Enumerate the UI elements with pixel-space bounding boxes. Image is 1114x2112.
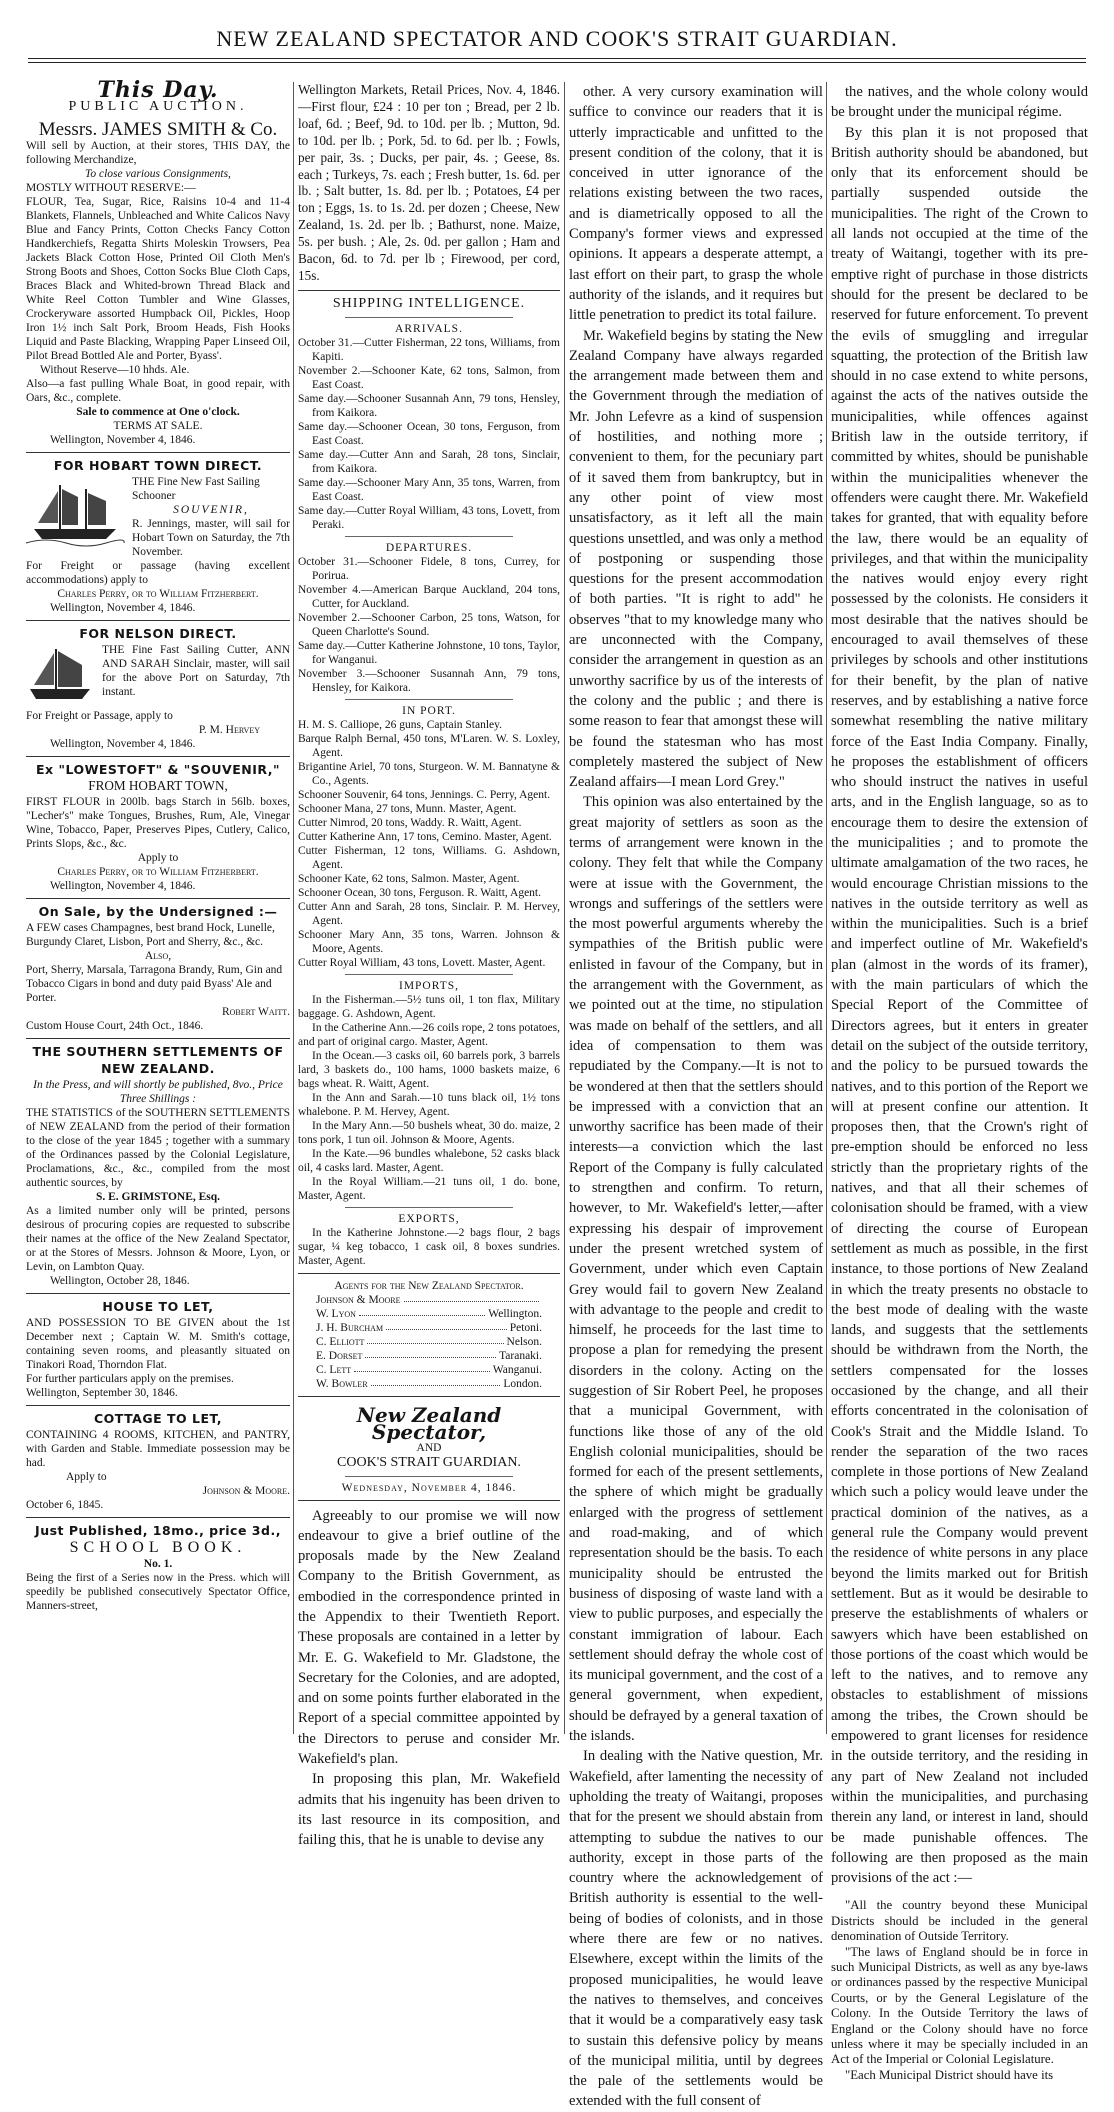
column-article-continued [831, 82, 1088, 2082]
agent-row [316, 1335, 542, 1349]
hobart-agent: Charles Perry, or to William Fitzherbert. [57, 587, 259, 600]
auctioneer-name: Messrs. JAMES SMITH & Co. [38, 118, 278, 140]
column-divider [564, 82, 565, 1734]
auction-consignments: To close various Consignments, [85, 167, 231, 180]
article-paragraph: Mr. Wakefield begins by stating the New Zealand Company have always regarded the arrangement made between them and the Government through the mediation of Mr. John Lefevre as a kind of suspension of hostilities, and nothing more ; convenient to them, for the pecuniary part of it saved them from bankruptcy, but in any other point of view most unsatisfactory, as it left all the main questions unsettled, and was only a method of postponing or suspending those questions for the present accommodation of both parties. "It is right to add" he observes "that to my knowledge many who are unconnected with the Company, consider the arrangement in question as an unworthy sacrifice by us of the interests of the colony and the public ; and there is some reason to fear that amongst these will be found the statesman who has most completely mastered the subject of New Zealand affairs—I mean Lord Grey." [569, 327, 823, 791]
onsale-address: Custom House Court, 24th Oct., 1846. [26, 1020, 204, 1033]
ship-icon [26, 477, 124, 549]
agent-row [316, 1293, 542, 1307]
onsale-body: A FEW cases Champagnes, best brand Hock, Lunelle, Burgundy Claret, Lisbon, Port and Sherry, &c., &c. [26, 922, 275, 949]
hobart-heading: FOR HOBART TOWN DIRECT. [53, 457, 263, 473]
dateline: Wellington, November 4, 1846. [50, 601, 196, 614]
hobart-ship-name: SOUVENIR, [173, 503, 249, 516]
agent-place: Wanganui. [492, 1363, 542, 1376]
import-entry: In the Fisherman.—5½ tuns oil, 1 ton flax, Military baggage. G. Ashdown, Agent. [298, 993, 560, 1020]
agent-row [316, 1363, 542, 1377]
nelson-body: THE Fine Fast Sailing Cutter, ANN AND SARAH Sinclair, master, will sail for the above Port on Saturday, 7th instant. [102, 643, 290, 698]
auction-without-reserve: Without Reserve—10 hhds. Ale. [40, 363, 190, 376]
export-entry: In the Katherine Johnstone.—2 bags flour, 2 bags sugar, ¼ keg tobacco, 1 cask oil, 8 boxes sundries. Master, Agent. [298, 1226, 560, 1267]
masthead-rule [28, 58, 1086, 59]
departure-entry: Same day.—Cutter Katherine Johnstone, 10 tons, Taylor, for Wanganui. [298, 639, 560, 666]
onsale-also: Also, [144, 950, 172, 963]
nelson-agent: P. M. Hervey [198, 723, 260, 736]
import-entry: In the Ocean.—3 casks oil, 60 barrels pork, 3 barrels lard, 3 baskets do., 100 hams, 1000 baskets maize, 6 bags wheat. R. Waitt, Agent. [298, 1049, 560, 1090]
southern-body-2: As a limited number only will be printed, persons desirous of procuring copies are requested to subscribe their names at the office of the New Zealand Spectator, or at the Stores of Messrs. Johnson & Moore, Lyon, or Levin, on Lambton Quay. [26, 1205, 290, 1274]
paper-date: Wednesday, November 4, 1846. [341, 1481, 517, 1494]
article-paragraph: the natives, and the whole colony would be brought under the municipal régime. [831, 84, 1088, 121]
article-paragraph: By this plan it is not proposed that British authority should be abandoned, but only that its enforcement should be partially suspended outside the municipalities. The right of the Crown to all lands not occupied at the time of the treaty of Waitangi, together with its pre-emptive right of purchase in those districts should for the present be declared to be reserved for future enforcement. To prevent the evils of smuggling and irregular squatting, the protection of the British law should in no case extend to white persons, against the acts of the natives outside the municipalities, while offences against British law in the outside territory, if committed by whites, should be punishable within the municipalities whenever the offenders were caught there. Mr. Wakefield takes for granted, that with equality before the law, there would be an equality of privileges, and that within the municipality the natives would enjoy every right possessed by the colonists. He considers it most desirable that the natives should be encouraged to avail themselves of these privileges by schools and other institutions for their benefit, by the plan of native reserves, and by establishing a native force somewhat resembling the native military force of the East India Company. Finally, he proposes the establishment of officers who should instruct the natives in useful arts, and in the English language, so as to encourage them to desire the extension of the municipalities ; and to promote the ultimate amalgamation of the two races, he would encourage Christian missions to the natives in the outside territory as well as within the municipalities. Such is a brief and imperfect outline of Mr. Wakefield's plan (almost in the words of its framer), with the main particulars of which the Special Report of the Committee of Directors agrees, but it enters in greater detail on the subject of the outside territory, and the policy to be pursued towards the natives, and to this portion of the Report we will at present confine our attention. It proposes then, that the Crown's right of pre-emption should be enforced no less strictly than the proprietary rights of the natives, and that all their schemes of colonisation should be framed, with a view of directing the course of European settlement as much as possible, in the first instance, to those portions of New Zealand in which the treaty presents no obstacle to the best mode of dealing with the waste lands, and suggests that the settlements should be withdrawn from the North, the settlers compensated for the losses occasioned by the change, and all their efforts concentrated in the colonisation of Cook's Strait and the Middle Island. To render the separation of the two races complete in those portions of New Zealand which such a policy would leave under the practical dominion of the natives, as a general rule the Company would prevent the residence of white persons in any place beyond the limits marked out for British settlement. But as it would be desirable to preserve the establishments of whalers or sawyers which have been established on those portions of the coast which would be left to the natives, and to remove any obstacles to establishment of missions among the tribes, the Crown should be empowered to grant licenses for residence in the outside territory, and the residing in any part of New Zealand not included within the municipalities, and purchasing therein any land, or interest in land, should be made punishable offences. The following are then proposed as the main provisions of the act :— [831, 124, 1088, 1887]
lowestoft-apply: Apply to [137, 852, 179, 865]
inport-entry: Cutter Fisherman, 12 tons, Williams. G. Ashdown, Agent. [298, 844, 560, 871]
auction-intro: Will sell by Auction, at their stores, THIS DAY, the following Merchandize, [26, 139, 290, 166]
auction-whale-boat: Also—a fast pulling Whale Boat, in good repair, with Oars, &c., complete. [26, 377, 290, 404]
inport-entry: Barque Ralph Bernal, 450 tons, M'Laren. W. S. Loxley, Agent. [298, 732, 560, 759]
act-provisions-quote [831, 1898, 1088, 2083]
import-entry: In the Catherine Ann.—26 coils rope, 2 tons potatoes, and part of original cargo. Master, Agent. [298, 1021, 560, 1048]
house-body: AND POSSESSION TO BE GIVEN about the 1st December next ; Captain W. M. Smith's cottage, containing seven rooms, and pleasantly situated on Tinakori Road, Thorndon Flat. [26, 1316, 290, 1371]
onsale-signature: Robert Waitt. [221, 1006, 290, 1019]
this-day-heading: This Day. [97, 77, 219, 103]
dateline: Wellington, November 4, 1846. [50, 433, 196, 446]
agent-name: E. Dorset [316, 1349, 363, 1362]
article-paragraph: This opinion was also entertained by the great majority of settlers as soon as the terms of arrangement were known in the colony. They felt that while the Company were at issue with the Government, the wrongs and sufferings of the settlers were the most powerful arguments whereby the sympathies of the British public were enlisted in favour of the Company, but in the arrangement with the Government, as we pointed out at the time, no stipulation was made on behalf of the settlers, and all idea of compensation to them was repudiated by the Company.—It is not to be wondered at then that the settlers should be impressed with a conviction that an unworthy sacrifice has been made of their interests—a conviction which the last Report of the Company is fully calculated to strengthen and confirm. To return, however, to Mr. Wakefield's letter,—after expressing his despair of improvement under the present wretched system of Government, under which even Captain Grey would fail to govern New Zealand with advantage to the people and credit to himself, he proceeds for the last time to propose a plan for remedying the present disorders in the colony. Acting on the suggestion of Sir Robert Peel, he proposes that a municipal Government, with functions like those of any of the old English colonial municipalities, should be formed for each of the present settlements, the sphere of which might be gradually enlarged with the progress of settlement and road-making, and of which representation should be the basis. To each municipality should be entrusted the business of disposing of waste land with a view to public purposes, and especially the constant immigration of labour. Each settlement should defray the whole cost of its municipal government, and the cost of a general government, when expedient, should be defrayed by a general taxation of the islands. [569, 794, 823, 1745]
lowestoft-body: FIRST FLOUR in 200lb. bags Starch in 56lb. boxes, "Lecher's" make Tongues, Brushes, Rum, Ale, Vinegar Wine, Tobacco, Paper, Preserves Pipes, Cutlery, Calico, Prints Slops, &c., &c. [26, 796, 290, 851]
hobart-freight: For Freight or passage (having excellent accommodations) apply to [26, 559, 290, 586]
southern-heading: THE SOUTHERN SETTLEMENTS OF NEW ZEALAND. [32, 1044, 284, 1077]
leader-paragraph: Agreeably to our promise we will now endeavour to give a brief outline of the proposals made by the New Zealand Company to the British Government, as embodied in the correspondence printed in the Appendix to their Twentieth Report. These proposals are contained in a letter by Mr. E. G. Wakefield to Mr. Gladstone, the Secretary for the Colonies, and are adopted, and on some points further elaborated in the Report of a special committee appointed by the Directors to peruse and consider Mr. Wakefield's plan. [298, 1507, 560, 1768]
leader-dots [354, 1363, 490, 1372]
nelson-heading: FOR NELSON DIRECT. [79, 625, 237, 641]
school-heading: Just Published, 18mo., price 3d., [35, 1522, 281, 1538]
leader-dots [386, 1321, 507, 1330]
import-entry: In the Royal William.—21 tuns oil, 1 do. bone, Master, Agent. [298, 1175, 560, 1202]
agent-place: Petoni. [509, 1321, 542, 1334]
departure-entry: October 31.—Schooner Fidele, 8 tons, Currey, for Porirua. [298, 555, 560, 582]
southern-press: In the Press, and will shortly be published, 8vo., Price Three Shillings : [33, 1079, 283, 1106]
exports-list [298, 1226, 560, 1268]
masthead-title: NEW ZEALAND SPECTATOR AND COOK'S STRAIT GUARDIAN. [216, 26, 898, 51]
imports-list [298, 993, 560, 1203]
import-entry: In the Kate.—96 bundles whalebone, 52 casks black oil, 4 casks lard. Master, Agent. [298, 1147, 560, 1174]
inport-entry: Schooner Mana, 27 tons, Munn. Master, Agent. [298, 802, 517, 815]
arrivals-heading: ARRIVALS. [395, 322, 463, 335]
article-paragraph: other. A very cursory examination will suffice to convince our readers that it is utterly impracticable and unfitted to the present condition of the colony, that it is conceived in utter ignorance of the relations existing between the two races, and is diametrically opposed to all the Company's former views and expressed opinions. It appears a desperate attempt, a last effort on their part, to grasp the whole authority of the islands, and it requires but little penetration to predict its total failure. [569, 84, 823, 324]
inport-heading: IN PORT. [402, 704, 456, 717]
auction-reserve: MOSTLY WITHOUT RESERVE:— [26, 181, 196, 194]
agent-place: Taranaki. [499, 1349, 542, 1362]
inport-entry: Cutter Nimrod, 20 tons, Waddy. R. Waitt, Agent. [298, 816, 522, 829]
agent-row [316, 1349, 542, 1363]
hobart-body-2: R. Jennings, master, will sail for Hobart Town on Saturday, the 7th November. [132, 517, 290, 558]
paper-and: AND [416, 1441, 442, 1454]
agent-place: London. [503, 1377, 542, 1390]
agent-place: Nelson. [506, 1335, 542, 1348]
auction-sale-time: Sale to commence at One o'clock. [76, 405, 240, 418]
agents-list [298, 1293, 560, 1391]
exports-heading: EXPORTS, [398, 1212, 460, 1225]
inport-entry: Cutter Royal William, 43 tons, Lovett. Master, Agent. [298, 956, 546, 969]
departure-entry: November 4.—American Barque Auckland, 204 tons, Cutter, for Auckland. [298, 583, 560, 610]
departures-list [298, 555, 560, 695]
quote-paragraph: "Each Municipal District should have its [845, 2067, 1054, 2082]
arrival-entry: November 2.—Schooner Kate, 62 tons, Salmon, from East Coast. [298, 364, 560, 391]
agent-row [316, 1321, 542, 1335]
dateline: Wellington, October 28, 1846. [50, 1275, 190, 1288]
departures-heading: DEPARTURES. [385, 541, 473, 554]
nelson-freight: For Freight or Passage, apply to [26, 709, 173, 722]
agent-row [316, 1307, 542, 1321]
inport-entry: Schooner Ocean, 30 tons, Ferguson. R. Waitt, Agent. [298, 886, 541, 899]
house-heading: HOUSE TO LET, [102, 1299, 214, 1315]
public-auction-heading: PUBLIC AUCTION. [68, 98, 248, 114]
dateline: Wellington, November 4, 1846. [50, 737, 196, 750]
departure-entry: November 3.—Schooner Susannah Ann, 79 tons, Hensley, for Kaikora. [298, 667, 560, 694]
agent-name: J. H. Burcham [316, 1321, 384, 1334]
agent-row [316, 1377, 542, 1391]
paper-guardian: COOK'S STRAIT GUARDIAN. [337, 1454, 521, 1470]
imports-heading: IMPORTS, [398, 979, 460, 992]
column-advertisements [26, 77, 290, 1734]
inport-entry: Cutter Katherine Ann, 17 tons, Cemino. Master, Agent. [298, 830, 552, 843]
cottage-apply: Apply to [66, 1470, 107, 1483]
house-more: For further particulars apply on the premises. [26, 1372, 234, 1385]
onsale-heading: On Sale, by the Undersigned :— [38, 904, 278, 920]
column-markets-shipping [298, 82, 560, 1849]
arrival-entry: Same day.—Schooner Ocean, 30 tons, Ferguson, from East Coast. [298, 420, 560, 447]
leader-dots [404, 1293, 539, 1302]
leader-dots [371, 1377, 501, 1386]
arrival-entry: Same day.—Schooner Mary Ann, 35 tons, Warren, from East Coast. [298, 476, 560, 503]
arrival-entry: Same day.—Schooner Susannah Ann, 79 tons, Hensley, from Kaikora. [298, 392, 560, 419]
wellington-markets: Wellington Markets, Retail Prices, Nov. 4, 1846.—First flour, £24 : 10 per ton ; Bread, per 2 lb. loaf, 6d. ; Beef, 9d. to 10d. per lb. ; Mutton, 9d. to 10d. per lb. ; Pork, 5d. to 6d. per lb. ; Fowls, per pair, 3s. ; Ducks, per pair, 4s. ; Geese, 8s. each ; Turkeys, 7s. each ; Fresh butter, 1s. 6d. per lb. ; Salt butter, 1s. 8d. per lb. ; Potatoes, £4 per ton ; Eggs, 1s. to 1s. 2d. per dozen ; Cheese, New Zealand, 1s. 2d. per lb. ; Bathurst, none. Maize, 5s. per bush. ; Ale, 2s. 0d. per gallon ; Ham and Bacon, 6d. to 7d. per lb ; Firewood, per cord, 15s. [298, 82, 560, 283]
cottage-agent: Johnson & Moore. [202, 1484, 290, 1497]
shipping-heading: SHIPPING INTELLIGENCE. [332, 295, 526, 311]
leader-dots [367, 1335, 503, 1344]
arrival-entry: Same day.—Cutter Ann and Sarah, 28 tons, Sinclair, from Kaikora. [298, 448, 560, 475]
inport-entry: Schooner Kate, 62 tons, Salmon. Master, Agent. [298, 872, 520, 885]
school-title: SCHOOL BOOK. [69, 1538, 247, 1556]
column-divider [293, 82, 294, 1734]
agent-name: C. Elliott [316, 1335, 365, 1348]
inport-entry: Cutter Ann and Sarah, 28 tons, Sinclair. P. M. Hervey, Agent. [298, 900, 560, 927]
column-article [569, 82, 823, 2110]
lowestoft-heading: Ex "LOWESTOFT" & "SOUVENIR," [35, 761, 280, 777]
leader-article [298, 1506, 560, 1851]
onsale-body-2: Port, Sherry, Marsala, Tarragona Brandy, Rum, Gin and Tobacco Cigars in bond and duty paid Byass' Ale and Porter. [26, 964, 283, 1005]
southern-body: THE STATISTICS of the SOUTHERN SETTLEMENTS of NEW ZEALAND from the period of their formation to the close of the year 1845 ; together with a summary of the Ordinances passed by the Colonial Legislature, Proclamations, &c., &c., compiled from the most authentic sources, by [26, 1107, 290, 1190]
column-divider [826, 82, 827, 1734]
ship-icon [26, 645, 94, 707]
cottage-heading: COTTAGE TO LET, [94, 1410, 222, 1426]
inport-entry: Brigantine Ariel, 70 tons, Sturgeon. W. M. Bannatyne & Co., Agents. [298, 760, 560, 787]
dateline: Wellington, November 4, 1846. [50, 880, 196, 893]
arrival-entry: October 31.—Cutter Fisherman, 22 tons, Williams, from Kapiti. [298, 336, 560, 363]
agents-heading: Agents for the New Zealand Spectator. [334, 1279, 524, 1292]
agent-name: W. Bowler [316, 1377, 368, 1390]
quote-paragraph: "The laws of England should be in force in such Municipal Districts, as well as any bye-laws or ordinances passed by the respective Municipal Courts, or by the General Legislature of the Colony. In the Outside Territory the laws of England or the Colony should have no force unless where it may be specially included in an Act of the Imperial or Colonial Legislature. [831, 1944, 1088, 2067]
lowestoft-agent: Charles Perry, or to William Fitzherbert. [57, 866, 259, 879]
lowestoft-from: FROM HOBART TOWN, [88, 778, 228, 794]
arrival-entry: Same day.—Cutter Royal William, 43 tons, Lovett, from Peraki. [298, 504, 560, 531]
agent-place: Wellington. [488, 1307, 542, 1320]
leader-paragraph: In proposing this plan, Mr. Wakefield admits that his ingenuity has been driven to its last resource in its composition, and failing this, that he is unable to devise any [298, 1771, 560, 1849]
article-paragraph: In dealing with the Native question, Mr. Wakefield, after lamenting the necessity of upholding the treaty of Waitangi, proposes that for the present we should abstain from attempting to subdue the natives to our authority, except in those parts of the country where the acknowledgement of British authority is essential to the well-being of bodies of colonists, and in those where there are few or no natives. Elsewhere, except within the limits of the proposed municipalities, he would leave the natives to themselves, and conceives that it would be a comparatively easy task to sustain this defensive policy by means of the municipal militia, until by degrees the pale of the settlements would be extended with the full consent of [569, 1748, 823, 2110]
import-entry: In the Ann and Sarah.—10 tuns black oil, 1½ tons whalebone. P. M. Hervey, Agent. [298, 1091, 560, 1118]
inport-entry: Schooner Mary Ann, 35 tons, Warren. Johnson & Moore, Agents. [298, 928, 560, 955]
inport-list [298, 718, 560, 970]
auction-terms: TERMS AT SALE. [113, 419, 203, 432]
agent-name: Johnson & Moore [316, 1293, 401, 1306]
hobart-body: THE Fine New Fast Sailing Schooner [132, 475, 260, 502]
leader-dots [359, 1307, 485, 1316]
southern-author: S. E. GRIMSTONE, Esq. [95, 1191, 221, 1204]
cottage-body: CONTAINING 4 ROOMS, KITCHEN, and PANTRY, with Garden and Stable. Immediate possession may be had. [26, 1428, 290, 1469]
arrivals-list [298, 336, 560, 532]
quote-paragraph: "All the country beyond these Municipal Districts should be included in the general denomination of Outside Territory. [831, 1898, 1088, 1944]
inport-entry: Schooner Souvenir, 64 tons, Jennings. C. Perry, Agent. [298, 788, 551, 801]
departure-entry: November 2.—Schooner Carbon, 25 tons, Watson, for Queen Charlotte's Sound. [298, 611, 560, 638]
masthead-rule-thin [28, 62, 1086, 63]
leader-dots [365, 1349, 496, 1358]
dateline: Wellington, September 30, 1846. [26, 1386, 178, 1399]
school-body: Being the first of a Series now in the Press. which will speedily be published consecutively Spectator Office, Manners-street, [26, 1571, 290, 1612]
inport-entry: H. M. S. Calliope, 26 guns, Captain Stanley. [298, 718, 503, 731]
import-entry: In the Mary Ann.—50 bushels wheat, 30 do. maize, 2 tons pork, 1 tun oil. Johnson & Moore, Agents. [298, 1119, 560, 1146]
article-continued [831, 82, 1088, 1888]
school-number: No. 1. [143, 1557, 173, 1570]
auction-goods-list: FLOUR, Tea, Sugar, Rice, Raisins 10-4 and 11-4 Blankets, Flannels, Unbleached and White Calicos Navy Blue and Fancy Prints, Cotton Checks Fancy Cotton Handkerchiefs, Regatta Shirts Moleskin Trowsers, Pea Jackets Black Cotton Hose, Printed Oil Cloth Men's Strong Boots and Shoes, Cotton Socks Blue Cloth Caps, Braces Black and Whited-brown Thread Black and White Reel Cotton Tumbler and Wine Glasses, Crockeryware assorted Humpback Oil, Pickles, Hoop Iron 1½ inch Salt Pork, Broom Heads, Fish Hooks Liquid and Paste Blacking, Wrapping Paper Linseed Oil, Pilot Bread Bottled Ale and Porter, Byass'. [26, 195, 290, 362]
agent-name: W. Lyon [316, 1307, 356, 1320]
agent-name: C. Lett [316, 1363, 352, 1376]
paper-name: New Zealand Spectator, [356, 1402, 502, 1444]
cottage-date: October 6, 1845. [26, 1498, 104, 1511]
